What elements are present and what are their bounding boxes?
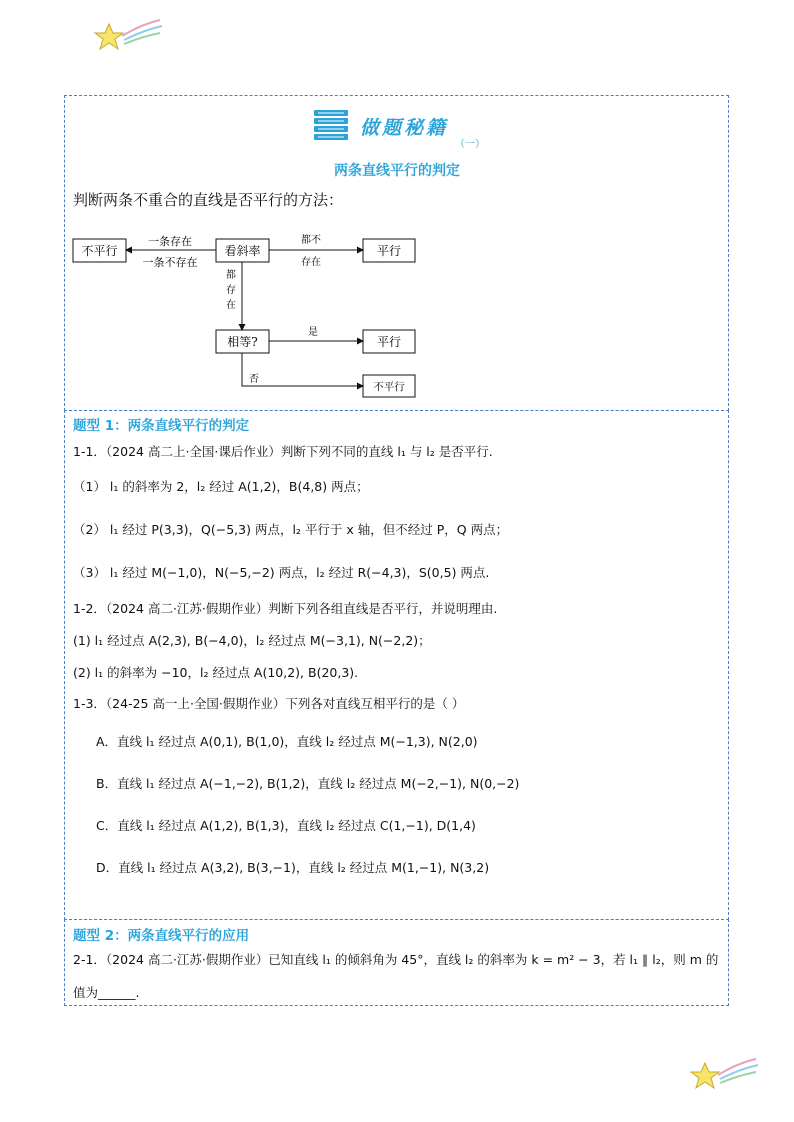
q1-1-part2: （2） l₁ 经过 P(3,3)，Q(−5,3) 两点，l₂ 平行于 x 轴，但不经过 P，Q 两点； bbox=[73, 522, 509, 537]
q1-1-stem: 1-1．（2024 高二上·全国·课后作业）判断下列不同的直线 l₁ 与 l₂ 是否平行. bbox=[73, 444, 493, 459]
label-one-not-exists: 一条不存在 bbox=[142, 256, 198, 269]
label-both: 都 bbox=[226, 270, 236, 281]
label-both-not: 都不 bbox=[301, 235, 321, 246]
label-slope: 看斜率 bbox=[224, 244, 261, 258]
q1-3-option-c: C．直线 l₁ 经过点 A(1,2), B(1,3)，直线 l₂ 经过点 C(1,−1), D(1,4) bbox=[96, 818, 476, 833]
label-equal: 相等? bbox=[227, 335, 258, 349]
q1-1-part3: （3） l₁ 经过 M(−1,0)，N(−5,−2) 两点，l₂ 经过 R(−4,3)，S(0,5) 两点. bbox=[73, 565, 490, 580]
label-exist-v1: 存 bbox=[226, 285, 236, 296]
label-exist: 存在 bbox=[301, 257, 321, 268]
q1-3-option-d: D．直线 l₁ 经过点 A(3,2), B(3,−1)，直线 l₂ 经过点 M(1,−1), N(3,2) bbox=[96, 860, 490, 875]
intro-text: 判断两条不重合的直线是否平行的方法： bbox=[73, 191, 344, 209]
q2-1-line2: 值为______. bbox=[73, 985, 140, 1000]
q1-3-stem: 1-3．（24-25 高一上·全国·假期作业）下列各对直线互相平行的是（ ） bbox=[73, 696, 465, 711]
label-not-parallel: 不平行 bbox=[81, 244, 118, 258]
q2-1-line1: 2-1．（2024 高二·江苏·假期作业）已知直线 l₁ 的倾斜角为 45°，直线 l₂ 的斜率为 k = m² − 3，若 l₁ ∥ l₂，则 m 的 bbox=[73, 952, 719, 967]
q1-2-part1: (1) l₁ 经过点 A(2,3), B(−4,0)，l₂ 经过点 M(−3,1), N(−2,2)； bbox=[73, 633, 431, 648]
q1-1-part1: （1） l₁ 的斜率为 2，l₂ 经过 A(1,2)，B(4,8) 两点； bbox=[73, 479, 369, 494]
label-yes: 是 bbox=[308, 327, 318, 338]
label-not-parallel2: 不平行 bbox=[373, 381, 405, 393]
label-parallel2: 平行 bbox=[376, 335, 402, 349]
shooting-star-icon-bottom bbox=[688, 1055, 760, 1097]
q1-3-option-a: A．直线 l₁ 经过点 A(0,1), B(1,0)，直线 l₂ 经过点 M(−1,3), N(2,0) bbox=[96, 734, 478, 749]
section1-title: 题型 1：两条直线平行的判定 bbox=[73, 418, 250, 434]
flowchart bbox=[64, 225, 424, 405]
page-subtitle: 两条直线平行的判定 bbox=[334, 163, 460, 179]
header-title-sub: （一） bbox=[455, 139, 485, 150]
books-stack-icon bbox=[312, 108, 352, 142]
header-title: 做题秘籍 bbox=[360, 117, 449, 139]
section2-title: 题型 2：两条直线平行的应用 bbox=[73, 928, 250, 944]
q1-2-part2: (2) l₁ 的斜率为 −10，l₂ 经过点 A(10,2), B(20,3). bbox=[73, 665, 359, 680]
label-one-exists: 一条存在 bbox=[148, 235, 192, 248]
label-exist-v2: 在 bbox=[226, 300, 236, 311]
shooting-star-icon-top bbox=[92, 16, 164, 58]
label-no: 否 bbox=[249, 374, 259, 385]
label-parallel: 平行 bbox=[376, 244, 402, 258]
q1-3-option-b: B．直线 l₁ 经过点 A(−1,−2), B(1,2)，直线 l₂ 经过点 M(−2,−1), N(0,−2) bbox=[96, 776, 520, 791]
q1-2-stem: 1-2．（2024 高二·江苏·假期作业）判断下列各组直线是否平行，并说明理由. bbox=[73, 601, 498, 616]
